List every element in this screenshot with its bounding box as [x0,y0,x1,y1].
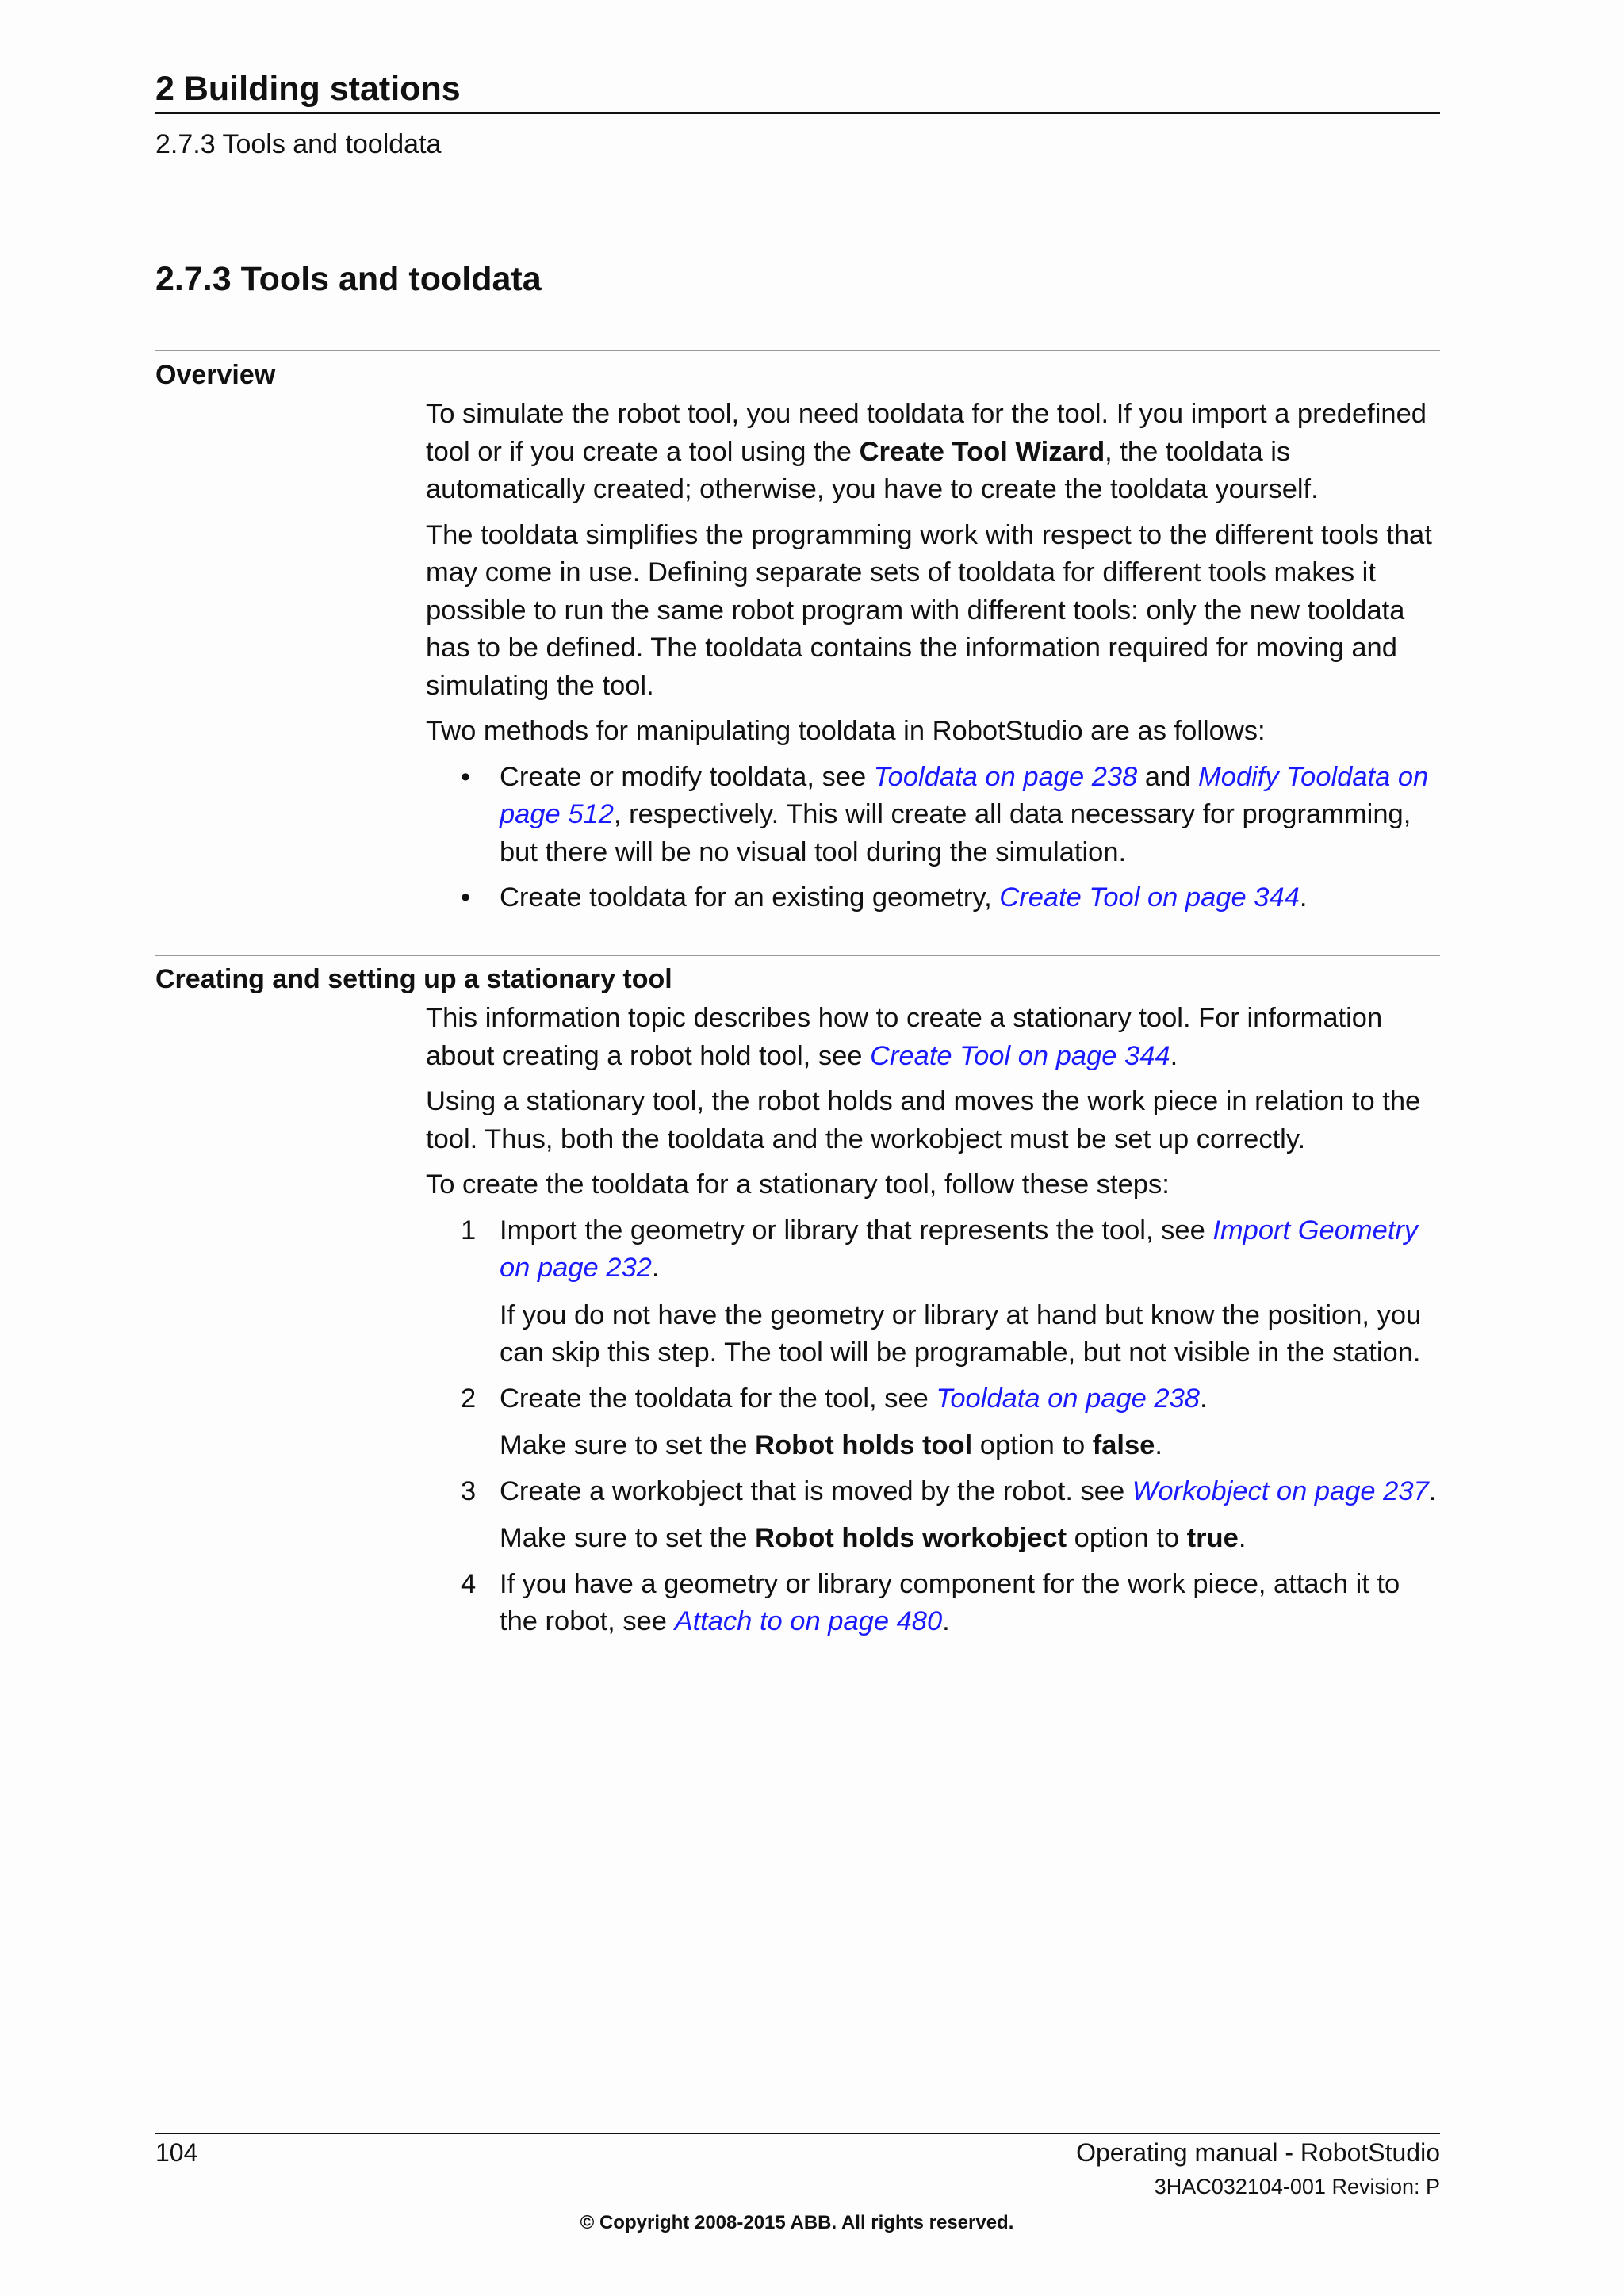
bullet-mark: • [461,882,471,913]
step-number: 2 [461,1383,477,1414]
section-title: 2.7.3 Tools and tooldata [155,260,542,298]
bullet-mark: • [461,761,471,792]
overview-paragraph-1: To simulate the robot tool, you need tooldata for the tool. If you import a predefined tool or if you create a tool using the Create Tool Wizard, the tooldata is automatically created; otherwise, you have to create the tooldata yourself. [426,399,1427,504]
link-workobject-237[interactable]: Workobject on page 237 [1132,1475,1429,1506]
overview-body [426,396,1441,925]
step-number: 3 [461,1475,477,1506]
chapter-header: 2 Building stations [155,70,461,108]
link-modify-tooldata-512[interactable]: Modify Tooldata on page 512 [500,761,1429,829]
list-item: • Create tooldata for an existing geometry, Create Tool on page 344. [426,879,1441,917]
step-2-note: Make sure to set the Robot holds tool option to false. [500,1430,1162,1460]
header-rule [155,112,1440,114]
link-attach-to-480[interactable]: Attach to on page 480 [674,1606,943,1636]
stationary-paragraph-3: To create the tooldata for a stationary tool, follow these steps: [426,1169,1170,1200]
step-2: 2 Create the tooldata for the tool, see Tooldata on page 238. Make sure to set the Robot holds tool option to false. [426,1380,1441,1465]
manual-title: Operating manual - RobotStudio [1076,2138,1440,2167]
link-tooldata-238[interactable]: Tooldata on page 238 [936,1383,1200,1414]
list-item: • Create or modify tooldata, see Tooldata on page 238 and Modify Tooldata on page 512, respectively. This will create all data necessary for programming, but there will be no visual tool during the simulation. [426,759,1441,872]
steps-list [426,1212,1441,1641]
step-1-note: If you do not have the geometry or library at hand but know the position, you can skip this step. The tool will be programable, but not visible in the station. [500,1299,1422,1368]
step-number: 4 [461,1568,477,1599]
step-number: 1 [461,1215,477,1246]
methods-list [426,759,1441,917]
step-4: 4 If you have a geometry or library component for the work piece, attach it to the robot, see Attach to on page 480. [426,1566,1441,1641]
stationary-rule [155,955,1440,956]
page-number: 104 [155,2138,198,2167]
stationary-paragraph-1: This information topic describes how to create a stationary tool. For information about creating a robot hold tool, see Create Tool on page 344. [426,1003,1383,1071]
link-create-tool-344[interactable]: Create Tool on page 344 [999,882,1300,913]
step-3-note: Make sure to set the Robot holds workobject option to true. [500,1523,1247,1553]
overview-paragraph-3: Two methods for manipulating tooldata in RobotStudio are as follows: [426,716,1266,746]
step-1: 1 Import the geometry or library that represents the tool, see Import Geometry on page 232. If you do not have the geometry or library at hand but know the position, you can skip this step. The tool will be programable, but not visible in the station. [426,1212,1441,1372]
copyright-notice: © Copyright 2008-2015 ABB. All rights reserved. [580,2212,1014,2233]
link-create-tool-344[interactable]: Create Tool on page 344 [870,1040,1170,1071]
link-tooldata-238[interactable]: Tooldata on page 238 [873,761,1138,792]
overview-paragraph-2: The tooldata simplifies the programming work with respect to the different tools that may come in use. Defining separate sets of tooldata for different tools makes it possible to run the same robot program with different tools: only the new tooldata has to be defined. The tooldata contains the information required for moving and simulating the tool. [426,519,1432,701]
footer-rule [155,2133,1440,2134]
stationary-heading: Creating and setting up a stationary tool [155,964,672,994]
step-3: 3 Create a workobject that is moved by the robot. see Workobject on page 237. Make sure to set the Robot holds workobject option to true. [426,1473,1441,1558]
overview-rule [155,350,1440,351]
running-section-ref: 2.7.3 Tools and tooldata [155,129,442,159]
document-id: 3HAC032104-001 Revision: P [1154,2175,1440,2198]
create-tool-wizard-term: Create Tool Wizard [859,436,1105,467]
stationary-paragraph-2: Using a stationary tool, the robot holds and moves the work piece in relation to the tool. Thus, both the tooldata and the workobject must be set up correctly. [426,1086,1421,1154]
stationary-body [426,1000,1441,1649]
link-import-geometry-232[interactable]: Import Geometry on page 232 [500,1215,1419,1283]
overview-heading: Overview [155,360,276,390]
